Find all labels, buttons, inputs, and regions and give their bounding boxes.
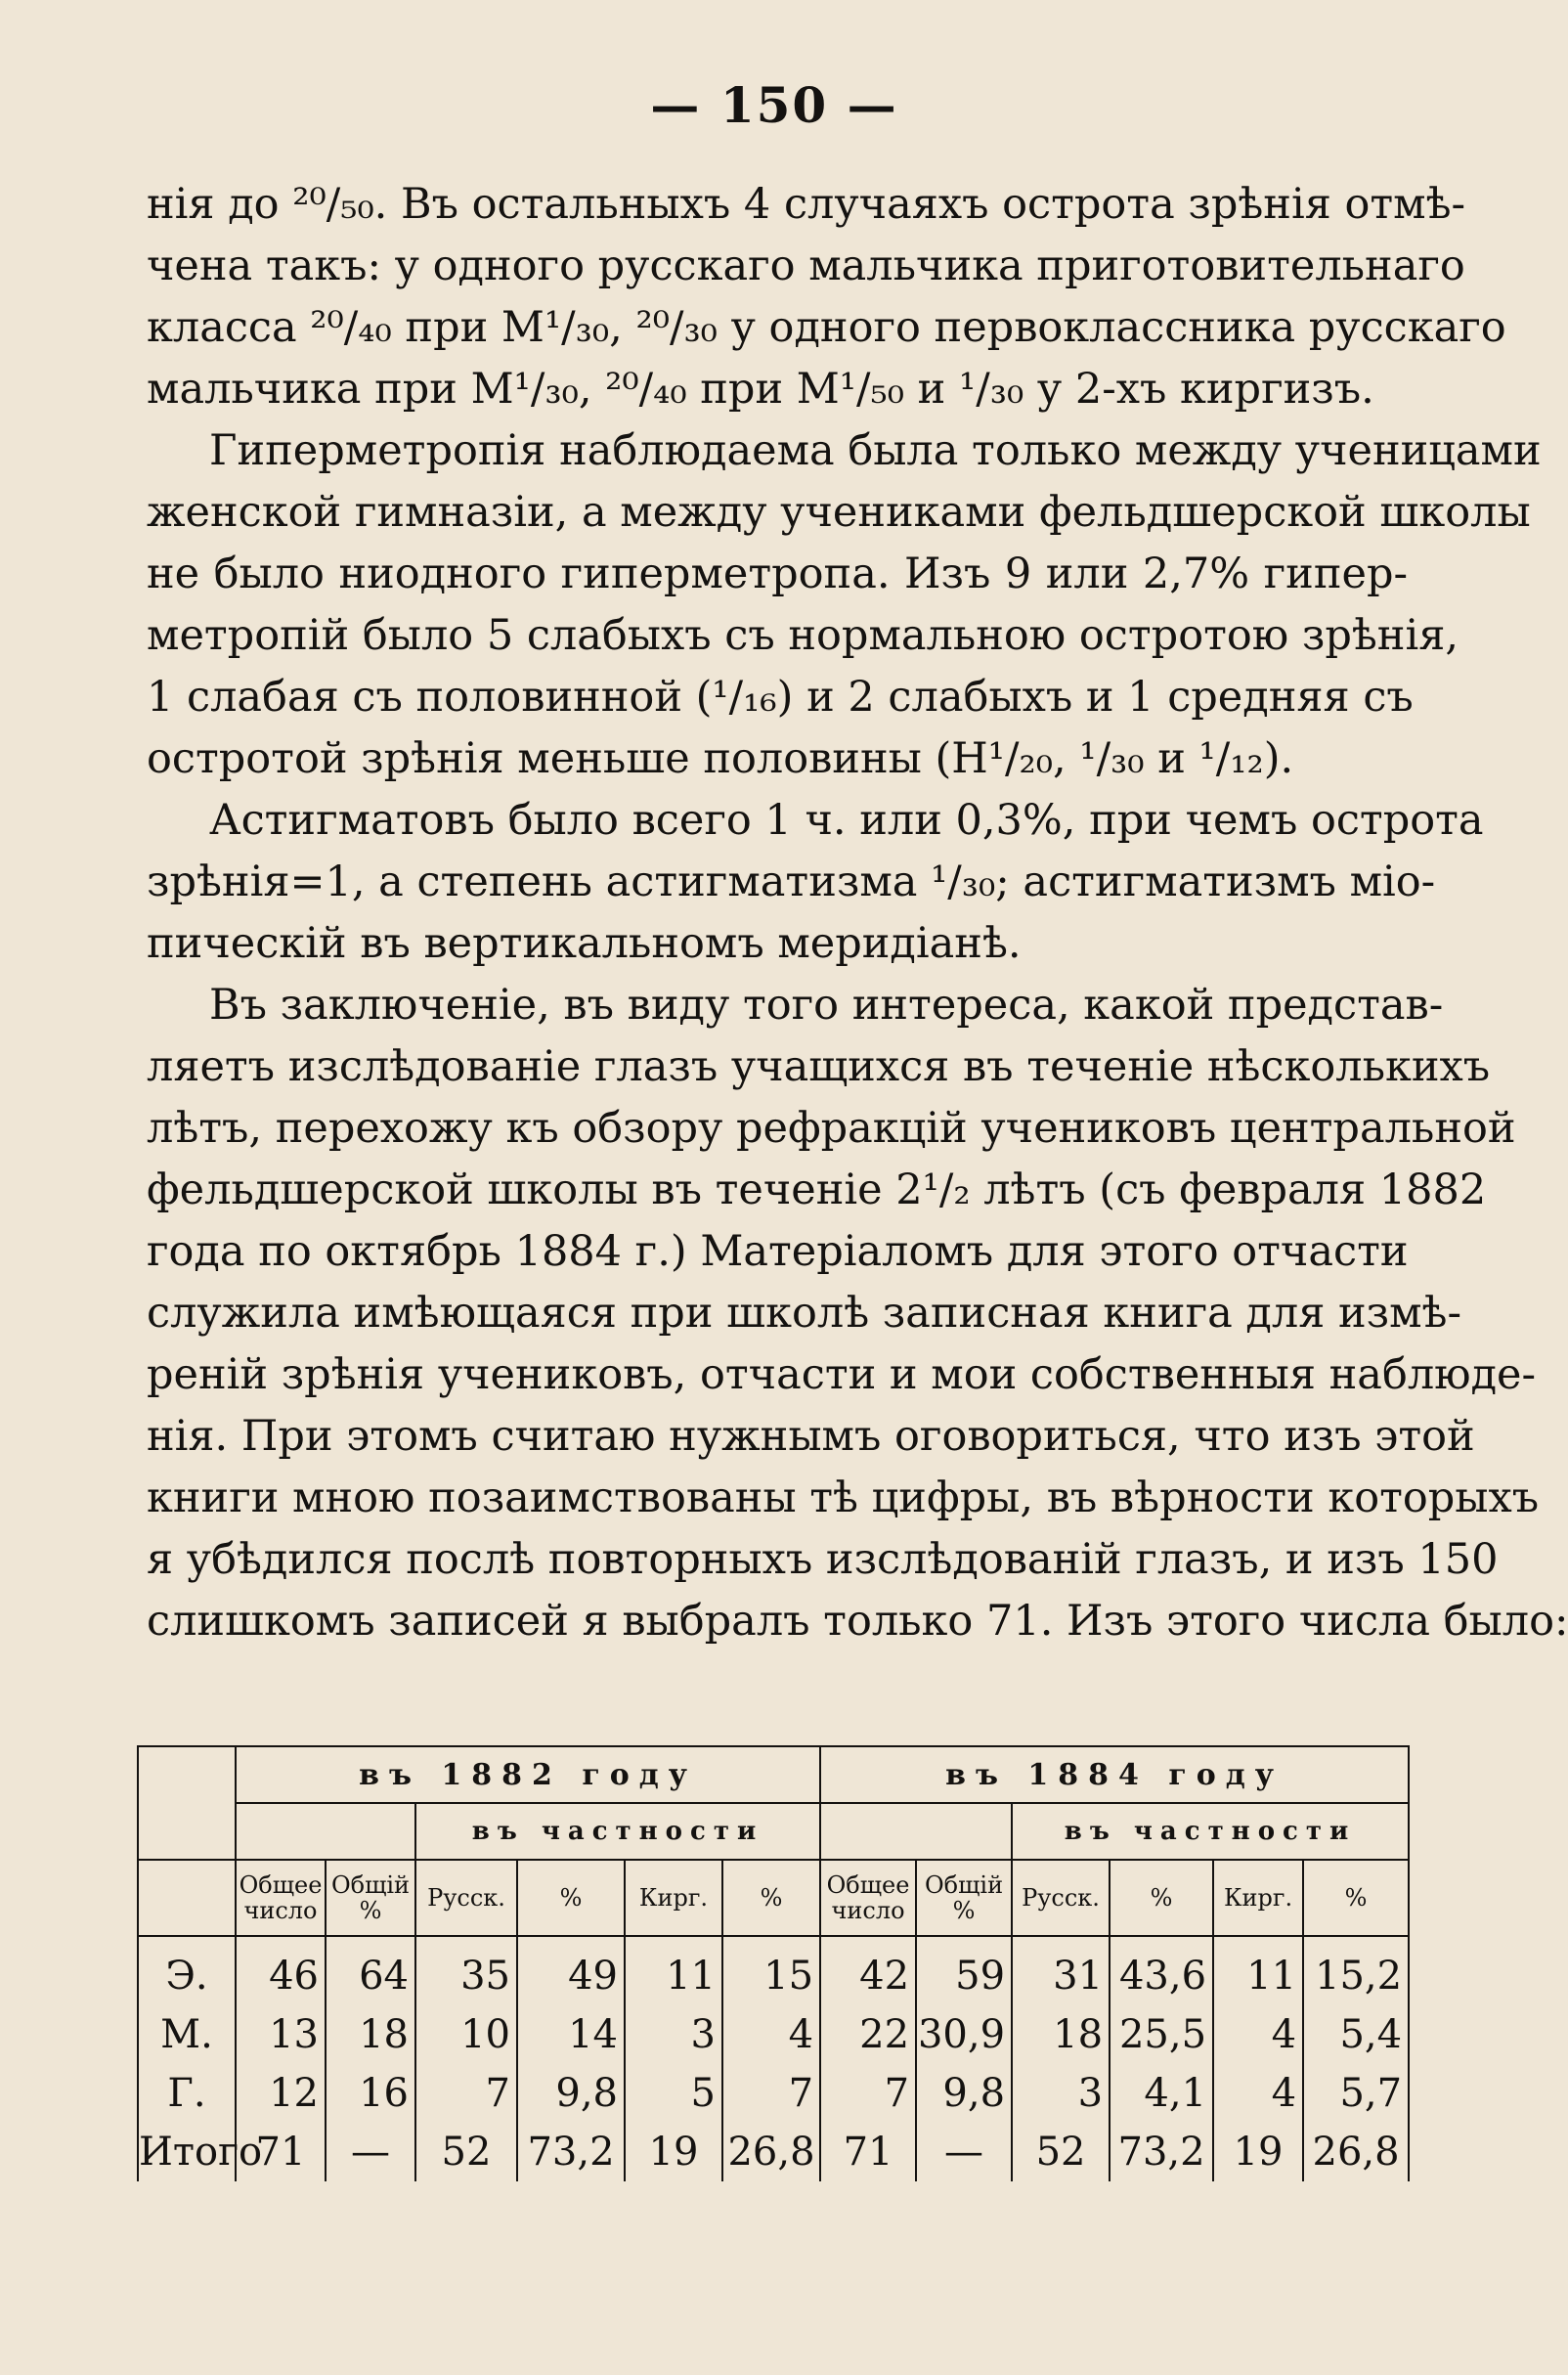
col-header-pct: %	[722, 1860, 820, 1936]
year-1884-header: въ 1884 году	[820, 1746, 1409, 1803]
table-cell: 25,5	[1110, 2005, 1213, 2064]
empty-header-cell	[820, 1803, 1012, 1860]
text-line: чена такъ: у одного русскаго мальчика приготовительнаго	[147, 242, 1465, 290]
table-cell: 4	[1213, 2005, 1303, 2064]
text-line: класса ²⁰/₄₀ при M¹/₃₀, ²⁰/₃₀ у одного первоклассника русскаго	[147, 303, 1506, 352]
text-line: Гиперметропія наблюдаема была только между ученицами	[209, 426, 1542, 475]
col-header-pct: %	[517, 1860, 625, 1936]
table-cell: 3	[1012, 2064, 1110, 2123]
table-cell: —	[916, 2123, 1012, 2181]
subgroup-header-1884: въ частности	[1012, 1803, 1409, 1860]
col-header-pct: %	[1303, 1860, 1409, 1936]
row-label: Итого	[138, 2123, 236, 2181]
text-line: Астигматовъ было всего 1 ч. или 0,3%, при чемъ острота	[209, 796, 1484, 845]
table-cell: 19	[625, 2123, 722, 2181]
table-cell: 18	[326, 2005, 415, 2064]
text-line: не было ниодного гиперметропа. Изъ 9 или 2,7% гипер-	[147, 550, 1408, 598]
text-line: служила имѣющаяся при школѣ записная книга для измѣ-	[147, 1289, 1462, 1338]
table-cell: 43,6	[1110, 1936, 1213, 2005]
text-line: метропій было 5 слабыхъ съ нормальною остротою зрѣнія,	[147, 611, 1459, 660]
text-line: года по октябрь 1884 г.) Матеріаломъ для этого отчасти	[147, 1227, 1409, 1276]
text-line: книги мною позаимствованы тѣ цифры, въ вѣрности которыхъ	[147, 1473, 1540, 1522]
table-cell: 4,1	[1110, 2064, 1213, 2123]
table-cell: 5,4	[1303, 2005, 1409, 2064]
col-header-kirgiz: Кирг.	[625, 1860, 722, 1936]
text-line: женской гимназіи, а между учениками фельдшерской школы	[147, 488, 1531, 537]
empty-header-cell	[236, 1803, 415, 1860]
table-cell: 13	[236, 2005, 326, 2064]
table-cell: 59	[916, 1936, 1012, 2005]
col-header-total-count: Общее число	[236, 1860, 326, 1936]
text-line: мальчика при M¹/₃₀, ²⁰/₄₀ при M¹/₅₀ и ¹/₃₀ у 2-хъ киргизъ.	[147, 365, 1374, 414]
table-cell: 11	[1213, 1936, 1303, 2005]
row-label: Э.	[138, 1936, 236, 2005]
table-cell: 4	[722, 2005, 820, 2064]
table-cell: 71	[820, 2123, 916, 2181]
table-cell: 5,7	[1303, 2064, 1409, 2123]
year-1882-header: въ 1882 году	[236, 1746, 820, 1803]
table-cell: 7	[722, 2064, 820, 2123]
row-label: Г.	[138, 2064, 236, 2123]
table-cell: 31	[1012, 1936, 1110, 2005]
col-header-kirgiz: Кирг.	[1213, 1860, 1303, 1936]
col-header-total-pct: Общій %	[326, 1860, 415, 1936]
text-line: 1 слабая съ половинной (¹/₁₆) и 2 слабыхъ и 1 средняя съ	[147, 673, 1414, 722]
table-cell: 46	[236, 1936, 326, 2005]
table-cell: 4	[1213, 2064, 1303, 2123]
text-line: зрѣнія=1, а степень астигматизма ¹/₃₀; астигматизмъ міо-	[147, 858, 1436, 906]
table-cell: 26,8	[1303, 2123, 1409, 2181]
table-cell: 14	[517, 2005, 625, 2064]
col-header-total-pct: Общій %	[916, 1860, 1012, 1936]
table-cell: 9,8	[916, 2064, 1012, 2123]
table-cell: 52	[1012, 2123, 1110, 2181]
corner-cell	[138, 1746, 236, 1860]
table-row	[138, 2005, 1409, 2064]
table-cell: 19	[1213, 2123, 1303, 2181]
table-cell: 9,8	[517, 2064, 625, 2123]
text-line: нія. При этомъ считаю нужнымъ оговориться, что изъ этой	[147, 1412, 1475, 1461]
table-row	[138, 1936, 1409, 2005]
table-cell: 22	[820, 2005, 916, 2064]
label-header-cell	[138, 1860, 236, 1936]
table-cell: 3	[625, 2005, 722, 2064]
table-cell: 15	[722, 1936, 820, 2005]
text-line: нія до ²⁰/₅₀. Въ остальныхъ 4 случаяхъ острота зрѣнія отмѣ-	[147, 180, 1466, 229]
table-cell: 12	[236, 2064, 326, 2123]
table-cell: 5	[625, 2064, 722, 2123]
table-cell: 35	[415, 1936, 517, 2005]
table-cell: 73,2	[517, 2123, 625, 2181]
table-cell: 16	[326, 2064, 415, 2123]
subgroup-header-1882: въ частности	[415, 1803, 820, 1860]
col-header-total-count: Общее число	[820, 1860, 916, 1936]
body-text	[147, 174, 1568, 1652]
refraction-table	[137, 1745, 1410, 2181]
text-line: лѣтъ, перехожу къ обзору рефракцій учениковъ центральной	[147, 1104, 1516, 1153]
table-cell: 30,9	[916, 2005, 1012, 2064]
table-cell: 26,8	[722, 2123, 820, 2181]
text-line: слишкомъ записей я выбралъ только 71. Изъ этого числа было:	[147, 1597, 1568, 1646]
table-cell: 49	[517, 1936, 625, 2005]
text-line: реній зрѣнія учениковъ, отчасти и мои собственныя наблюде-	[147, 1350, 1537, 1399]
table-cell: 15,2	[1303, 1936, 1409, 2005]
table-cell: 42	[820, 1936, 916, 2005]
row-label: М.	[138, 2005, 236, 2064]
table-cell: 18	[1012, 2005, 1110, 2064]
text-line: Въ заключеніе, въ виду того интереса, какой представ-	[209, 981, 1444, 1030]
col-header-russian: Русск.	[1012, 1860, 1110, 1936]
table-cell: 73,2	[1110, 2123, 1213, 2181]
table-cell: 10	[415, 2005, 517, 2064]
col-header-pct: %	[1110, 1860, 1213, 1936]
table-cell: 64	[326, 1936, 415, 2005]
table-cell: 11	[625, 1936, 722, 2005]
text-line: остротой зрѣнія меньше половины (H¹/₂₀, ¹/₃₀ и ¹/₁₂).	[147, 734, 1294, 783]
text-line: я убѣдился послѣ повторныхъ изслѣдованій глазъ, и изъ 150	[147, 1535, 1499, 1584]
table-cell: 71	[236, 2123, 326, 2181]
text-line: ляетъ изслѣдованіе глазъ учащихся въ теченіе нѣсколькихъ	[147, 1042, 1491, 1091]
total-row	[138, 2123, 1409, 2181]
col-header-russian: Русск.	[415, 1860, 517, 1936]
text-line: пическій въ вертикальномъ меридіанѣ.	[147, 919, 1022, 968]
table-cell: —	[326, 2123, 415, 2181]
table-cell: 7	[820, 2064, 916, 2123]
page-number: — 150 —	[650, 76, 898, 134]
table-row	[138, 2064, 1409, 2123]
table-cell: 52	[415, 2123, 517, 2181]
table-cell: 7	[415, 2064, 517, 2123]
text-line: фельдшерской школы въ теченіе 2¹/₂ лѣтъ (съ февраля 1882	[147, 1166, 1487, 1214]
